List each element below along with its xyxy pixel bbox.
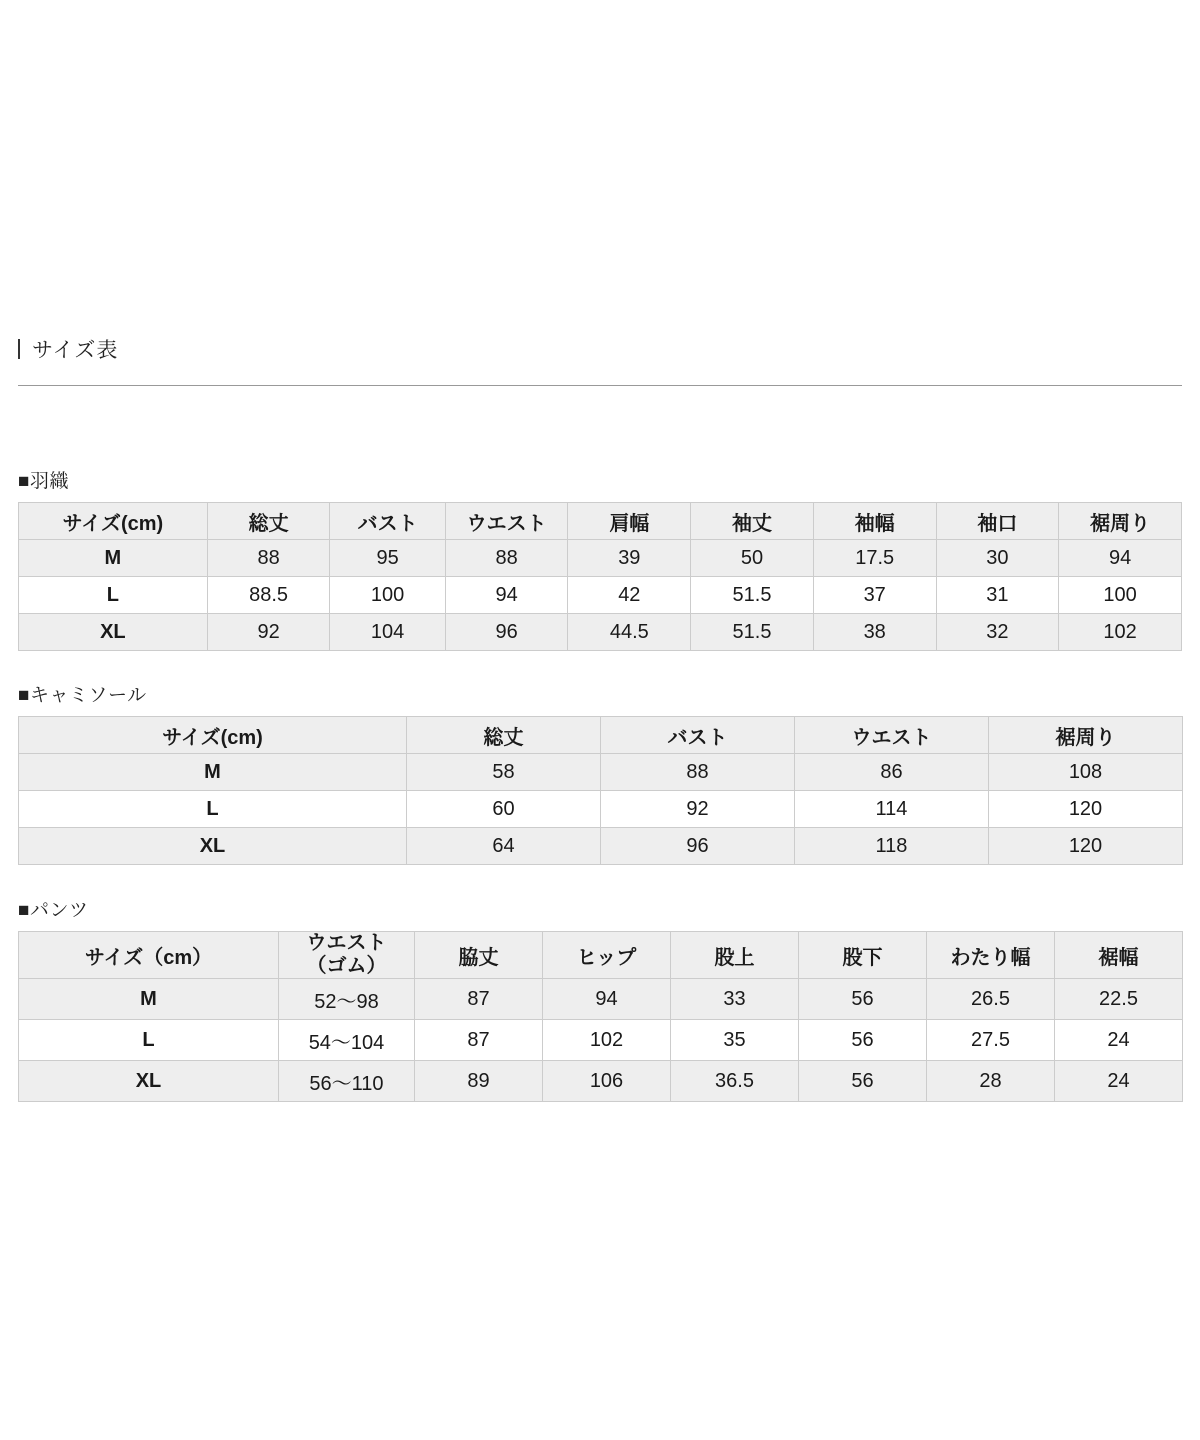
table-cell: 38 <box>813 614 936 651</box>
table-cell: 26.5 <box>927 979 1055 1020</box>
table-cell: 56 <box>799 1061 927 1102</box>
column-header: 肩幅 <box>568 503 691 540</box>
section-label-haori: ■羽織 <box>18 471 69 492</box>
table-cell: 87 <box>415 979 543 1020</box>
table-cell: 30 <box>936 540 1059 577</box>
row-size-label: XL <box>19 614 208 651</box>
table-cell: 88 <box>207 540 330 577</box>
table-cell: 96 <box>601 828 795 865</box>
table-cell: 22.5 <box>1055 979 1183 1020</box>
table-cell: 88 <box>601 754 795 791</box>
table-cell: 88.5 <box>207 577 330 614</box>
size-table-haori <box>18 502 1182 651</box>
table-cell: 104 <box>330 614 445 651</box>
table-cell: 28 <box>927 1061 1055 1102</box>
table-cell: 120 <box>989 791 1183 828</box>
table-cell: 33 <box>671 979 799 1020</box>
column-header: わたり幅 <box>927 932 1055 979</box>
column-header: 脇丈 <box>415 932 543 979</box>
table-cell: 92 <box>601 791 795 828</box>
column-header: 総丈 <box>207 503 330 540</box>
column-header: サイズ（cm） <box>19 932 279 979</box>
size-section-camisole <box>18 680 1182 865</box>
table-cell: 100 <box>330 577 445 614</box>
table-cell: 94 <box>543 979 671 1020</box>
table-cell: 31 <box>936 577 1059 614</box>
table-cell: 118 <box>795 828 989 865</box>
table-header-row <box>19 717 1183 754</box>
table-cell: 42 <box>568 577 691 614</box>
table-cell: 56 <box>799 979 927 1020</box>
column-header: バスト <box>601 717 795 754</box>
table-cell: 54〜104 <box>279 1020 415 1061</box>
table-cell: 36.5 <box>671 1061 799 1102</box>
table-cell: 50 <box>691 540 814 577</box>
table-cell: 24 <box>1055 1061 1183 1102</box>
table-cell: 60 <box>407 791 601 828</box>
row-size-label: M <box>19 540 208 577</box>
size-section-haori <box>18 466 1182 651</box>
table-row <box>19 1061 1183 1102</box>
table-cell: 32 <box>936 614 1059 651</box>
table-cell: 52〜98 <box>279 979 415 1020</box>
title-accent-bar <box>18 339 20 359</box>
table-row <box>19 1020 1183 1061</box>
table-row <box>19 754 1183 791</box>
column-header: バスト <box>330 503 445 540</box>
row-size-label: XL <box>19 828 407 865</box>
table-cell: 86 <box>795 754 989 791</box>
table-cell: 102 <box>543 1020 671 1061</box>
table-row <box>19 577 1182 614</box>
table-cell: 89 <box>415 1061 543 1102</box>
size-table-pants <box>18 931 1183 1102</box>
size-section-pants <box>18 895 1182 1102</box>
section-label-camisole: ■キャミソール <box>18 685 147 706</box>
size-table-camisole <box>18 716 1183 865</box>
column-header: 裾周り <box>989 717 1183 754</box>
column-header: 袖口 <box>936 503 1059 540</box>
table-cell: 51.5 <box>691 614 814 651</box>
table-cell: 64 <box>407 828 601 865</box>
table-cell: 51.5 <box>691 577 814 614</box>
column-header: 袖幅 <box>813 503 936 540</box>
column-header: 裾幅 <box>1055 932 1183 979</box>
column-header <box>279 932 415 979</box>
column-header: ヒップ <box>543 932 671 979</box>
column-header: 股上 <box>671 932 799 979</box>
table-cell: 108 <box>989 754 1183 791</box>
column-header-line2: （ゴム） <box>306 955 387 977</box>
table-cell: 114 <box>795 791 989 828</box>
row-size-label: M <box>19 979 279 1020</box>
row-size-label: L <box>19 791 407 828</box>
table-cell: 120 <box>989 828 1183 865</box>
column-header: 裾周り <box>1059 503 1182 540</box>
table-cell: 24 <box>1055 1020 1183 1061</box>
table-row <box>19 614 1182 651</box>
table-cell: 88 <box>445 540 568 577</box>
row-size-label: M <box>19 754 407 791</box>
page-title-text: サイズ表 <box>32 339 119 362</box>
table-cell: 102 <box>1059 614 1182 651</box>
table-row <box>19 540 1182 577</box>
table-cell: 44.5 <box>568 614 691 651</box>
column-header: サイズ(cm) <box>19 717 407 754</box>
table-cell: 100 <box>1059 577 1182 614</box>
column-header: 股下 <box>799 932 927 979</box>
column-header: 総丈 <box>407 717 601 754</box>
table-cell: 94 <box>445 577 568 614</box>
column-header: ウエスト <box>795 717 989 754</box>
column-header-line1: ウエスト <box>306 932 387 954</box>
table-cell: 95 <box>330 540 445 577</box>
table-cell: 39 <box>568 540 691 577</box>
table-cell: 17.5 <box>813 540 936 577</box>
column-header: 袖丈 <box>691 503 814 540</box>
table-cell: 94 <box>1059 540 1182 577</box>
table-cell: 106 <box>543 1061 671 1102</box>
section-label-pants: ■パンツ <box>18 900 89 921</box>
table-row <box>19 828 1183 865</box>
table-header-row <box>19 503 1182 540</box>
table-cell: 56〜110 <box>279 1061 415 1102</box>
table-cell: 92 <box>207 614 330 651</box>
table-cell: 27.5 <box>927 1020 1055 1061</box>
table-row <box>19 979 1183 1020</box>
column-header: サイズ(cm) <box>19 503 208 540</box>
column-header: ウエスト <box>445 503 568 540</box>
row-size-label: L <box>19 1020 279 1061</box>
row-size-label: L <box>19 577 208 614</box>
table-cell: 87 <box>415 1020 543 1061</box>
table-cell: 96 <box>445 614 568 651</box>
table-row <box>19 791 1183 828</box>
title-divider <box>18 385 1182 386</box>
table-cell: 37 <box>813 577 936 614</box>
table-cell: 35 <box>671 1020 799 1061</box>
row-size-label: XL <box>19 1061 279 1102</box>
table-cell: 58 <box>407 754 601 791</box>
page-title <box>18 334 118 364</box>
table-header-row <box>19 932 1183 979</box>
table-cell: 56 <box>799 1020 927 1061</box>
